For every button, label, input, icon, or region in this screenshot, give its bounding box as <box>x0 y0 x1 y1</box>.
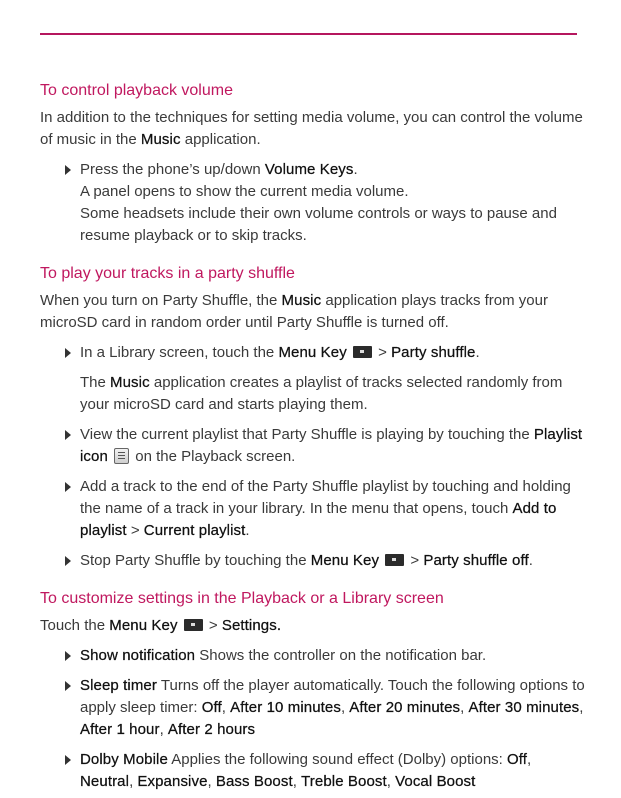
top-rule <box>40 33 577 35</box>
list-item: Press the phone’s up/down Volume Keys. A panel opens to show the current media volume. Some headsets include their own volume controls or ways to pause and resume playback or to skip tracks. <box>40 159 585 247</box>
menu-key-icon <box>385 554 404 566</box>
bullet-arrow-icon <box>65 651 71 661</box>
bullet-arrow-icon <box>65 430 71 440</box>
list-item: Show notification Shows the controller on the notification bar. <box>40 645 585 667</box>
menu-key-icon <box>353 346 372 358</box>
page-content <box>40 80 585 793</box>
party-shuffle-note: The Music application creates a playlist of tracks selected randomly from your microSD card and starts playing them. <box>80 374 563 413</box>
bullet-arrow-icon <box>65 348 71 358</box>
list-item: View the current playlist that Party Shuffle is playing by touching the Playlist icon on the Playback screen. <box>40 424 585 468</box>
list-item: Add a track to the end of the Party Shuffle playlist by touching and holding the name of a track in your library. In the menu that opens, touch Add to playlist > Current playlist. <box>40 476 585 542</box>
bullet-arrow-icon <box>65 556 71 566</box>
heading-customize-settings: To customize settings in the Playback or a Library screen <box>40 590 444 607</box>
list-item: In a Library screen, touch the Menu Key > Party shuffle. <box>40 342 585 364</box>
heading-playback-volume: To control playback volume <box>40 82 233 99</box>
customize-settings-intro: Touch the Menu Key > Settings. <box>40 617 282 634</box>
bullet-arrow-icon <box>65 681 71 691</box>
bullet-arrow-icon <box>65 482 71 492</box>
playlist-icon <box>114 448 129 464</box>
bullet-arrow-icon <box>65 165 71 175</box>
heading-party-shuffle: To play your tracks in a party shuffle <box>40 265 295 282</box>
list-item: Sleep timer Turns off the player automatically. Touch the following options to apply sleep timer: Off, After 10 minutes, After 20 minutes, After 30 minutes, After 1 hour, After 2 hours <box>40 675 585 741</box>
playback-volume-intro: In addition to the techniques for setting media volume, you can control the volume of music in the Music application. <box>40 109 583 148</box>
menu-key-icon <box>184 619 203 631</box>
list-item: Dolby Mobile Applies the following sound effect (Dolby) options: Off, Neutral, Expansive, Bass Boost, Treble Boost, Vocal Boost <box>40 749 585 793</box>
list-item: Stop Party Shuffle by touching the Menu Key > Party shuffle off. <box>40 550 585 572</box>
party-shuffle-intro: When you turn on Party Shuffle, the Music application plays tracks from your microSD card in random order until Party Shuffle is turned off. <box>40 292 548 331</box>
bullet-arrow-icon <box>65 755 71 765</box>
